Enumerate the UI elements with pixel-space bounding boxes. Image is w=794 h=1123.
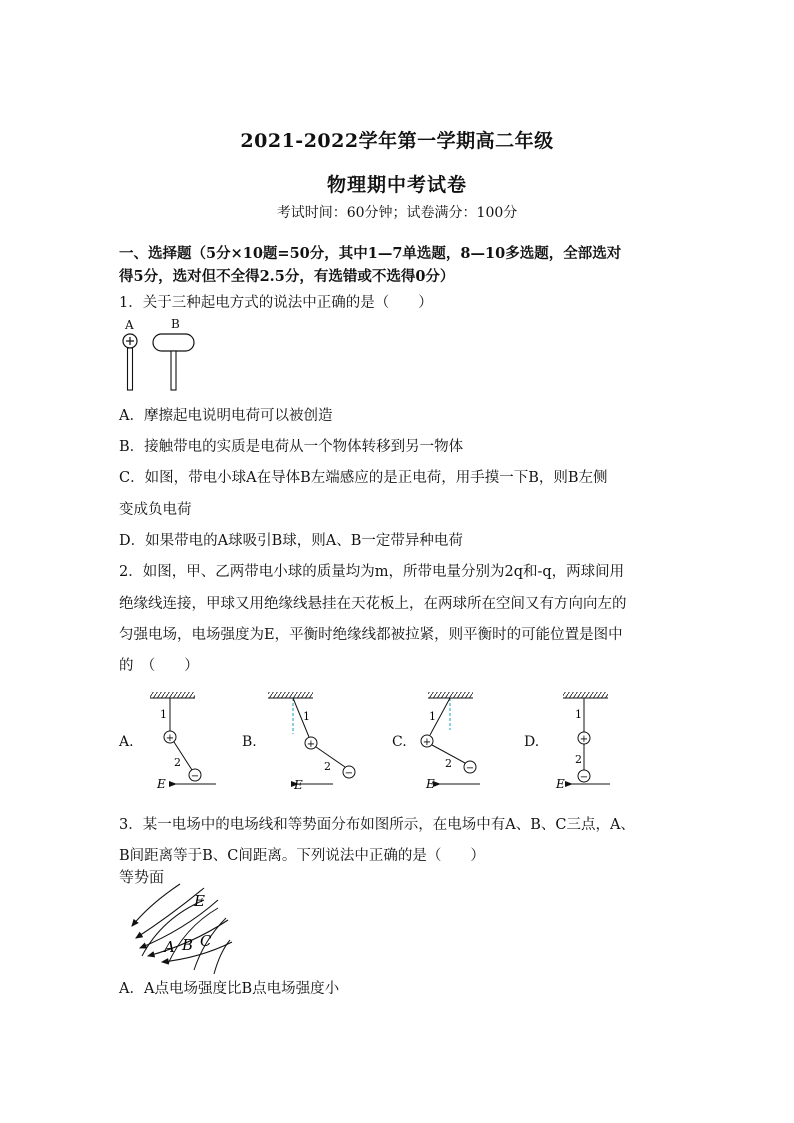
q2-d-minus: − <box>579 772 589 783</box>
q2-stem-line1: 2．如图，甲、乙两带电小球的质量均为m，所带电量分别为2q和-q，两球间用 <box>119 564 625 580</box>
q2-a-minus: − <box>190 771 200 782</box>
q2-d-plus: + <box>579 734 589 745</box>
q1-option-d: D．如果带电的A球吸引B球，则A、B一定带异种电荷 <box>119 533 463 549</box>
stand-b-icon <box>171 351 176 390</box>
q2-stem-line3: 匀强电场，电场强度为E，平衡时绝缘线都被拉紧，则平衡时的可能位置是图中 <box>119 627 623 643</box>
q3-label-c: C <box>200 932 212 950</box>
exam-title-line2: 物理期中考试卷 <box>326 174 467 196</box>
q2-b-field: E <box>294 778 303 792</box>
q2-stem-line4: 的 （ ） <box>119 658 199 674</box>
exam-title-line1: 2021-2022学年第一学期高二年级 <box>240 130 554 152</box>
q1-conductor-diagram <box>115 328 215 398</box>
q3-field-diagram <box>120 882 240 972</box>
q2-d-string2: 2 <box>575 753 582 766</box>
q2-b-string1: 1 <box>303 710 310 723</box>
section-heading-line2: 得5分，选对但不全得2.5分，有选错或不选得0分） <box>119 268 455 285</box>
q2-fig-label-d: D. <box>524 734 540 750</box>
q2-a-string2: 2 <box>174 756 181 769</box>
q2-c-plus: + <box>422 737 432 748</box>
q2-figure-b <box>268 692 355 792</box>
q2-c-minus: − <box>465 763 475 774</box>
q2-pendulum-diagrams <box>140 688 700 798</box>
q2-figure-d <box>555 692 610 791</box>
q2-b-plus: + <box>306 739 316 750</box>
q2-fig-label-c: C. <box>392 734 407 750</box>
q3-option-a: A．A点电场强度比B点电场强度小 <box>119 981 340 997</box>
q2-b-minus: − <box>344 768 354 779</box>
q2-a-field: E <box>157 777 166 791</box>
q2-fig-label-a: A. <box>119 734 134 750</box>
q2-a-string1: 1 <box>160 708 167 721</box>
q1-option-b: B．接触带电的实质是电荷从一个物体转移到另一物体 <box>119 439 464 455</box>
q2-c-string2: 2 <box>445 757 452 770</box>
q3-label-e: E <box>194 892 205 910</box>
q2-d-string1: 1 <box>575 708 582 721</box>
q2-d-field: E <box>556 777 565 791</box>
section-heading-line1: 一、选择题（5分×10题=50分，其中1—7单选题，8—10多选题，全部选对 <box>119 245 622 262</box>
q2-figure-a <box>150 692 216 791</box>
q1-option-c-line2: 变成负电荷 <box>119 502 192 518</box>
q2-c-string1: 1 <box>429 710 436 723</box>
q2-fig-label-b: B. <box>242 734 257 750</box>
q1-fig-label-a: A <box>125 318 134 332</box>
q1-stem: 1．关于三种起电方式的说法中正确的是（ ） <box>119 295 433 311</box>
q3-stem-line1: 3．某一电场中的电场线和等势面分布如图所示，在电场中有A、B、C三点，A、 <box>119 817 635 833</box>
q1-option-c-line1: C．如图，带电小球A在导体B左端感应的是正电荷，用手摸一下B，则B左侧 <box>119 470 608 486</box>
q1-option-a: A．摩擦起电说明电荷可以被创造 <box>119 408 333 424</box>
exam-info: 考试时间：60分钟；试卷满分：100分 <box>276 205 518 221</box>
q3-stem-line2: B间距离等于B、C间距离。下列说法中正确的是（ ） <box>119 848 485 864</box>
q2-figure-c <box>421 692 480 791</box>
q2-c-field: E <box>426 777 435 791</box>
q2-b-string2: 2 <box>324 760 331 773</box>
q2-stem-line2: 绝缘线连接，甲球又用绝缘线悬挂在天花板上，在两球所在空间又有方向向左的 <box>119 596 627 612</box>
q2-a-plus: + <box>165 733 175 744</box>
q3-label-b: B <box>182 936 194 954</box>
stand-a-icon <box>128 348 133 390</box>
q3-fig-title: 等势面 <box>119 868 165 886</box>
conductor-b-icon <box>153 334 194 351</box>
q1-fig-label-b: B <box>171 317 180 331</box>
q3-label-a: A <box>164 938 175 956</box>
